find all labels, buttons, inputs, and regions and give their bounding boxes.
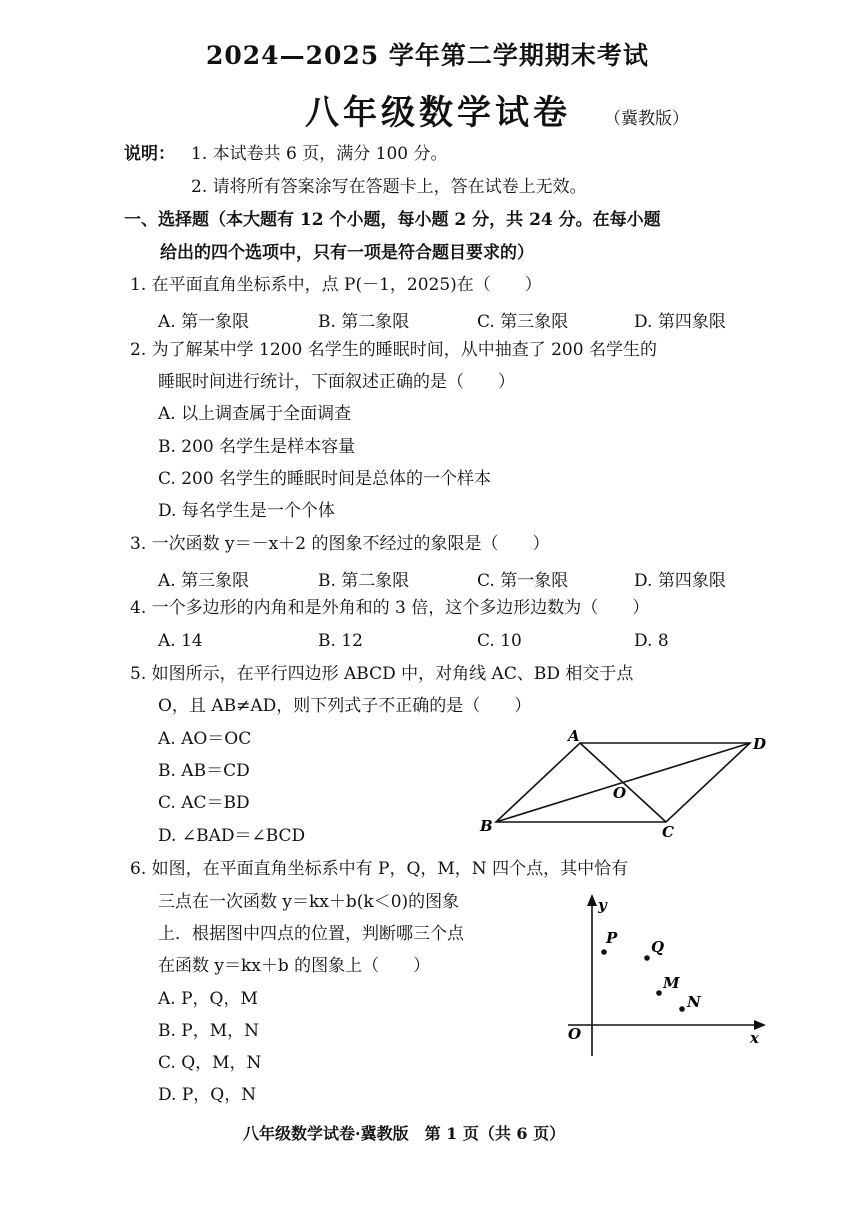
q1-option-c: C. 第三象限	[477, 312, 569, 332]
vertex-label-a: A	[568, 727, 580, 745]
q5-option-c: C. AC＝BD	[158, 793, 250, 813]
point-m	[656, 990, 662, 996]
q3-option-b: B. 第二象限	[318, 571, 410, 591]
q2-option-d: D. 每名学生是一个个体	[158, 501, 335, 521]
section-heading-line-2: 给出的四个选项中，只有一项是符合题目要求的）	[160, 243, 534, 263]
instructions-label: 说明：	[124, 144, 175, 164]
vertex-label-c: C	[662, 823, 674, 840]
point-p	[601, 949, 607, 955]
vertex-label-d: D	[753, 735, 767, 753]
q1-option-b: B. 第二象限	[318, 312, 410, 332]
q4-option-b: B. 12	[318, 631, 363, 651]
q4-stem: 4. 一个多边形的内角和是外角和的 3 倍，这个多边形边数为（ ）	[130, 598, 650, 618]
axis-label-x: x	[750, 1029, 759, 1047]
q3-option-d: D. 第四象限	[634, 571, 726, 591]
page-footer: 八年级数学试卷·冀教版 第 1 页（共 6 页）	[243, 1124, 566, 1143]
point-n	[679, 1006, 685, 1012]
q1-option-a: A. 第一象限	[158, 312, 250, 332]
q3-stem: 3. 一次函数 y＝－x＋2 的图象不经过的象限是（ ）	[130, 534, 550, 554]
parallelogram-figure	[470, 725, 780, 840]
q5-stem-line-1: 5. 如图所示，在平行四边形 ABCD 中，对角线 AC、BD 相交于点	[130, 664, 634, 684]
instruction-line-1: 1. 本试卷共 6 页，满分 100 分。	[191, 144, 448, 164]
q5-option-d: D. ∠BAD＝∠BCD	[158, 826, 306, 846]
q1-stem: 1. 在平面直角坐标系中，点 P(－1，2025)在（ ）	[130, 275, 542, 295]
paper-title: 八年级数学试卷	[305, 93, 571, 133]
section-heading-line-1: 一、选择题（本大题有 12 个小题，每小题 2 分，共 24 分。在每小题	[124, 210, 661, 230]
q2-option-a: A. 以上调查属于全面调查	[158, 404, 352, 424]
q5-option-a: A. AO＝OC	[158, 729, 252, 749]
y-axis-arrow-icon	[587, 894, 597, 906]
vertex-label-b: B	[480, 817, 493, 835]
q6-option-b: B. P，M，N	[158, 1021, 260, 1041]
q2-stem-line-2: 睡眠时间进行统计，下面叙述正确的是（ ）	[158, 372, 515, 392]
q2-option-b: B. 200 名学生是样本容量	[158, 437, 356, 457]
q3-option-c: C. 第一象限	[477, 571, 569, 591]
point-label-p: P	[606, 929, 618, 947]
point-label-q: Q	[651, 938, 665, 956]
q3-option-a: A. 第三象限	[158, 571, 250, 591]
q6-stem-line-3: 上．根据图中四点的位置，判断哪三个点	[158, 924, 464, 944]
q5-option-b: B. AB＝CD	[158, 761, 250, 781]
q4-option-c: C. 10	[477, 631, 522, 651]
q4-option-a: A. 14	[158, 631, 203, 651]
q2-stem-line-1: 2. 为了解某中学 1200 名学生的睡眠时间，从中抽查了 200 名学生的	[130, 340, 657, 360]
exam-title: 2024—2025 学年第二学期期末考试	[206, 41, 649, 70]
q5-stem-line-2: O，且 AB≠AD，则下列式子不正确的是（ ）	[158, 696, 532, 716]
point-label-m: M	[663, 974, 680, 992]
coordinate-figure	[560, 890, 770, 1060]
q6-stem-line-2: 三点在一次函数 y＝kx＋b(k＜0)的图象	[158, 892, 460, 912]
point-q	[644, 955, 650, 961]
q6-option-d: D. P，Q，N	[158, 1085, 257, 1105]
q6-stem-line-1: 6. 如图，在平面直角坐标系中有 P，Q，M，N 四个点，其中恰有	[130, 859, 629, 879]
q6-option-c: C. Q，M，N	[158, 1053, 262, 1073]
edition-label: （冀教版）	[604, 109, 689, 129]
q2-option-c: C. 200 名学生的睡眠时间是总体的一个样本	[158, 469, 492, 489]
vertex-label-o: O	[613, 784, 627, 802]
q6-stem-line-4: 在函数 y＝kx＋b 的图象上（ ）	[158, 956, 431, 976]
q1-option-d: D. 第四象限	[634, 312, 726, 332]
q4-option-d: D. 8	[634, 631, 669, 651]
q6-option-a: A. P，Q，M	[158, 989, 258, 1009]
origin-label: O	[568, 1025, 582, 1043]
instruction-line-2: 2. 请将所有答案涂写在答题卡上，答在试卷上无效。	[191, 177, 587, 197]
axis-label-y: y	[598, 896, 607, 914]
diagonal-bd	[496, 743, 750, 822]
point-label-n: N	[687, 993, 701, 1011]
